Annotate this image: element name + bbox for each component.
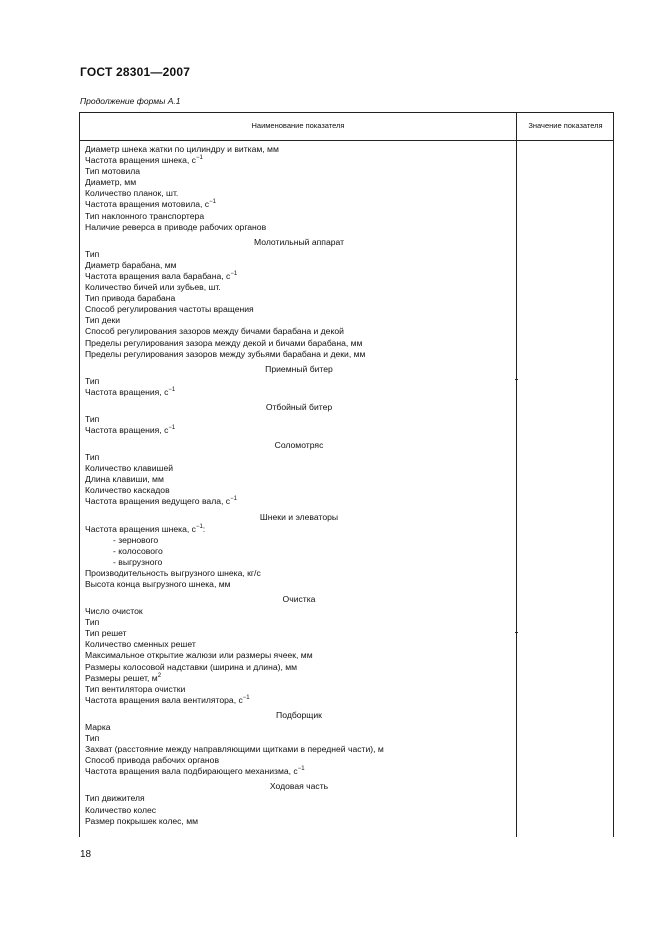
table-row	[85, 496, 513, 507]
table-row	[85, 474, 513, 485]
section-heading-text: Приемный битер	[265, 363, 333, 374]
row-label: Частота вращения вала вентилятора, с	[85, 694, 243, 705]
table-row	[85, 326, 513, 337]
row-label: Тип деки	[85, 315, 121, 326]
unit-exponent: −1	[242, 694, 250, 701]
row-label: Размеры решет, м	[85, 672, 158, 683]
section-heading	[85, 706, 513, 722]
section-heading	[85, 398, 513, 414]
section-heading-text: Подборщик	[276, 709, 322, 720]
row-label: Количество планок, шт.	[85, 188, 179, 199]
row-label: Длина клавиши, мм	[85, 474, 164, 485]
table-row	[85, 805, 513, 816]
row-label: Тип привода барабана	[85, 293, 176, 304]
table-row	[85, 387, 513, 398]
table-row	[85, 177, 513, 188]
unit-exponent: −1	[168, 386, 176, 393]
table-row	[85, 338, 513, 349]
table-body	[85, 144, 513, 827]
row-label: Тип движителя	[85, 793, 145, 804]
section-heading-text: Очистка	[282, 594, 316, 605]
section-heading	[85, 508, 513, 524]
row-label: Диаметр, мм	[85, 177, 137, 188]
table-row	[85, 733, 513, 744]
row-label: Тип	[85, 452, 100, 463]
table-row	[85, 293, 513, 304]
table-row	[85, 463, 513, 474]
table-row	[85, 673, 513, 684]
row-label: Способ регулирования частоты вращения	[85, 304, 254, 315]
divider-tick	[515, 379, 518, 380]
section-heading	[85, 436, 513, 452]
unit-exponent: −1	[230, 270, 238, 277]
table-row	[85, 755, 513, 766]
row-label: Тип решет	[85, 628, 127, 639]
section-heading-text: Соломотряс	[274, 440, 324, 451]
row-label: Частота вращения мотовила, с	[85, 199, 210, 210]
table-row	[85, 546, 513, 557]
row-label: Частота вращения ведущего вала, с	[85, 496, 231, 507]
row-label: Пределы регулирования зазоров между зубьями барабана и деки, мм	[85, 348, 366, 359]
section-heading-text: Молотильный аппарат	[253, 236, 345, 247]
table-row	[85, 684, 513, 695]
table-row	[85, 816, 513, 827]
table-row	[85, 425, 513, 436]
row-label: - колосового	[113, 545, 163, 556]
column-header-value: Значение показателя	[528, 121, 603, 130]
table-row	[85, 695, 513, 706]
table-row	[85, 535, 513, 546]
row-label: Количество сменных решет	[85, 639, 196, 650]
column-header-name: Наименование показателя	[251, 121, 345, 130]
section-heading-text: Шнеки и элеваторы	[259, 511, 339, 522]
row-label: Размеры колосовой надставки (ширина и длина), мм	[85, 661, 298, 672]
row-label: Частота вращения вала подбирающего механизма, с	[85, 766, 298, 777]
table-row	[85, 199, 513, 210]
table-row	[85, 650, 513, 661]
row-label: Тип	[85, 413, 100, 424]
table-row	[85, 414, 513, 425]
form-continuation-label: Продолжение формы А.1	[80, 96, 181, 106]
row-label: Тип	[85, 375, 100, 386]
section-heading	[85, 590, 513, 606]
table-row	[85, 260, 513, 271]
table-row	[85, 144, 513, 155]
row-label: Тип вентилятора очистки	[85, 683, 186, 694]
table-row	[85, 485, 513, 496]
section-heading-text: Отбойный битер	[265, 401, 333, 412]
page-number: 18	[80, 849, 92, 860]
row-label: Тип	[85, 617, 100, 628]
section-heading	[85, 233, 513, 249]
row-label: Размер покрышек колес, мм	[85, 815, 199, 826]
table-row	[85, 662, 513, 673]
row-label: Количество колес	[85, 804, 157, 815]
divider-tick	[515, 632, 518, 633]
unit-exponent: −1	[209, 199, 216, 206]
row-label: Число очисток	[85, 606, 143, 617]
column-divider	[516, 113, 517, 837]
table-row	[85, 188, 513, 199]
row-label: Тип наклонного транспортера	[85, 210, 205, 221]
table-row	[85, 166, 513, 177]
table-row	[85, 282, 513, 293]
table-row	[85, 722, 513, 733]
unit-exponent: −1	[195, 155, 203, 162]
table-row	[85, 617, 513, 628]
section-heading	[85, 360, 513, 376]
row-label: Тип	[85, 733, 100, 744]
unit-exponent: −1	[297, 766, 305, 773]
row-label: Наличие реверса в приводе рабочих органов	[85, 221, 267, 232]
table-row	[85, 315, 513, 326]
table-row	[85, 349, 513, 360]
table-row	[85, 222, 513, 233]
row-label: Тип	[85, 248, 100, 259]
table-row	[85, 579, 513, 590]
row-label: - выгрузного	[113, 556, 163, 567]
unit-exponent: −1	[230, 496, 237, 503]
table-row	[85, 211, 513, 222]
table-row	[85, 793, 513, 804]
row-label: Тип мотовила	[85, 166, 140, 177]
table-row	[85, 628, 513, 639]
table-row	[85, 606, 513, 617]
row-label: - зернового	[113, 534, 159, 545]
row-label: Количество клавишей	[85, 463, 174, 474]
row-label: Пределы регулирования зазора между декой и бичами барабана, мм	[85, 337, 363, 348]
table-row	[85, 271, 513, 282]
table-row	[85, 568, 513, 579]
row-label: Производительность выгрузного шнека, кг/с	[85, 567, 261, 578]
row-label-suffix: :	[202, 523, 206, 534]
table-row	[85, 155, 513, 166]
table-row	[85, 304, 513, 315]
row-label: Частота вращения, с	[85, 424, 169, 435]
table-row	[85, 639, 513, 650]
row-label: Частота вращения шнека, с	[85, 155, 196, 166]
unit-exponent: −1	[168, 424, 176, 431]
row-label: Количество каскадов	[85, 485, 170, 496]
table-row	[85, 452, 513, 463]
table-header-row	[80, 113, 613, 141]
section-heading	[85, 777, 513, 793]
row-label: Частота вращения, с	[85, 386, 169, 397]
unit-exponent: −1	[195, 523, 203, 530]
indicator-table	[79, 112, 614, 837]
table-row	[85, 557, 513, 568]
document-title: ГОСТ 28301—2007	[80, 65, 191, 79]
row-label: Высота конца выгрузного шнека, мм	[85, 579, 231, 589]
section-heading-text: Ходовая часть	[269, 781, 329, 792]
row-label: Частота вращения шнека, с	[85, 523, 196, 534]
row-label: Марка	[85, 721, 111, 732]
table-row	[85, 376, 513, 387]
row-label: Захват (расстояние между направляющими щитками в передней части), м	[85, 744, 384, 755]
row-label: Частота вращения вала барабана, с	[85, 270, 231, 281]
unit-exponent: 2	[157, 672, 162, 679]
row-label: Способ привода рабочих органов	[85, 755, 220, 766]
row-label: Диаметр шнека жатки по цилиндру и виткам, мм	[85, 144, 279, 154]
row-label: Способ регулирования зазоров между бичами барабана и декой	[85, 326, 344, 337]
row-label: Максимальное открытие жалюзи или размеры ячеек, мм	[85, 650, 313, 661]
table-row	[85, 766, 513, 777]
table-row	[85, 744, 513, 755]
row-label: Количество бичей или зубьев, шт.	[85, 282, 221, 293]
row-label: Диаметр барабана, мм	[85, 259, 177, 270]
table-row	[85, 524, 513, 535]
table-row	[85, 249, 513, 260]
